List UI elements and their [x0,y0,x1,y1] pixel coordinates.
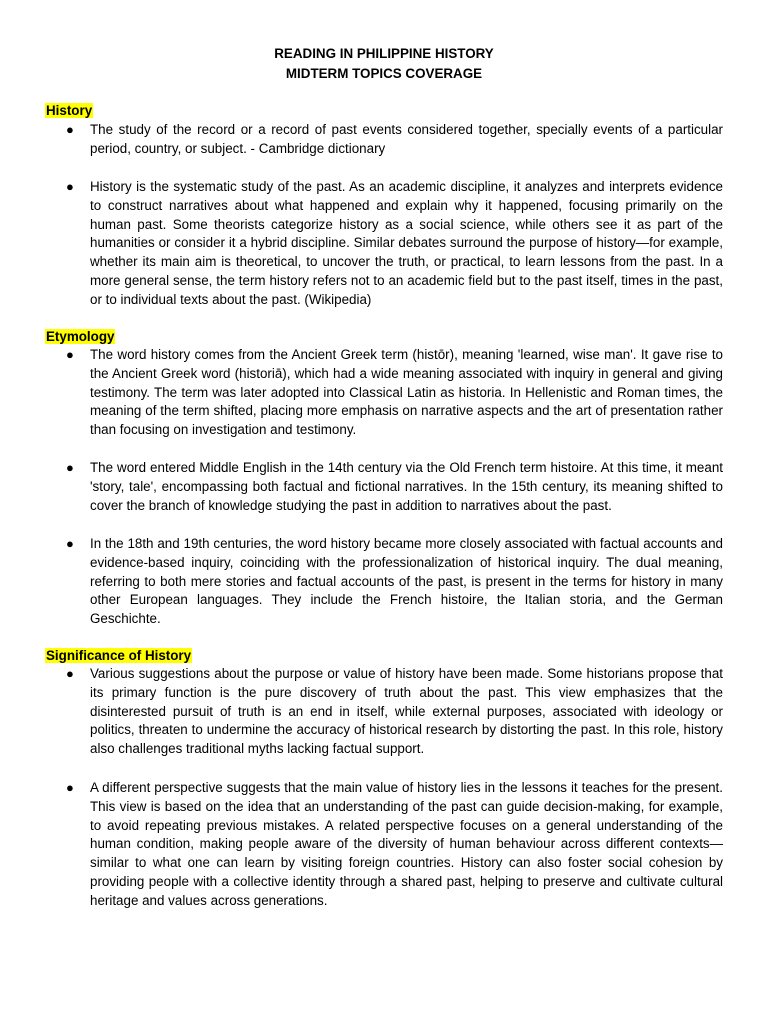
section-heading-label: Significance of History [46,648,192,663]
bullet-text: In the 18th and 19th centuries, the word history became more closely associated with factual accounts and evidence-based inquiry, coinciding with the professionalization of historical inquiry. The dual meaning, referring to both mere stories and factual accounts of the past, is present in the terms for history in many other European languages. They include the French histoire, the Italian storia, and the German Geschichte. [90,536,723,627]
bullet-text: A different perspective suggests that the main value of history lies in the lessons it teaches for the present. This view is based on the idea that an understanding of the past can guide decision-making, for example, to avoid repeating previous mistakes. A related perspective focuses on a general understanding of the human condition, making people aware of the diversity of human behaviour across different contexts—similar to what one can learn by visiting foreign countries. History can also foster social cohesion by providing people with a collective identity through a shared past, helping to preserve and cultivate cultural heritage and values across generations. [90,780,723,908]
bullet-icon: ● [66,666,74,681]
bullet-icon: ● [66,122,74,137]
bullet-icon: ● [66,179,74,194]
bullet-icon: ● [66,460,74,475]
section-heading-label: Etymology [46,329,115,344]
bullet-icon: ● [66,780,74,795]
bullet-text: History is the systematic study of the past. As an academic discipline, it analyzes and interprets evidence to construct narratives about what happened and explain why it happened, focusing primarily on the human past. Some theorists categorize history as a social science, while others see it as part of the humanities or consider it a hybrid discipline. Similar debates surround the purpose of history—for example, whether its main aim is theoretical, to uncover the truth, or practical, to learn lessons from the past. In a more general sense, the term history refers not to an academic field but to the past itself, times in the past, or to individual texts about the past. (Wikipedia) [90,179,723,307]
section-heading-etymology [45,328,115,345]
bullet-text: The word entered Middle English in the 14th century via the Old French term histoire. At this time, it meant 'story, tale', encompassing both factual and fictional narratives. In the 15th century, its meaning shifted to cover the branch of knowledge studying the past in addition to narratives about the past. [90,460,723,513]
document-title-line1: READING IN PHILIPPINE HISTORY [274,46,494,61]
bullet-text: The study of the record or a record of past events considered together, specially events of a particular period, country, or subject. - Cambridge dictionary [90,122,723,156]
bullet-text: The word history comes from the Ancient Greek term (histōr), meaning 'learned, wise man'. It gave rise to the Ancient Greek word (historiā), which had a wide meaning associated with inquiry in general and giving testimony. The term was later adopted into Classical Latin as historia. In Hellenistic and Roman times, the meaning of the term shifted, placing more emphasis on narrative aspects and the art of presentation rather than focusing on investigation and testimony. [90,347,723,438]
section-heading-significance [45,647,192,664]
bullet-icon: ● [66,347,74,362]
document-title-line2: MIDTERM TOPICS COVERAGE [285,66,483,81]
section-heading-history [45,102,93,119]
bullet-text: Various suggestions about the purpose or value of history have been made. Some historians propose that its primary function is the pure discovery of truth about the past. This view emphasizes that the disinterested pursuit of truth is an end in itself, while external purposes, associated with ideology or politics, threaten to undermine the accuracy of historical research by distorting the past. In this role, history also challenges traditional myths lacking factual support. [90,666,723,757]
bullet-icon: ● [66,536,74,551]
section-heading-label: History [46,103,93,118]
